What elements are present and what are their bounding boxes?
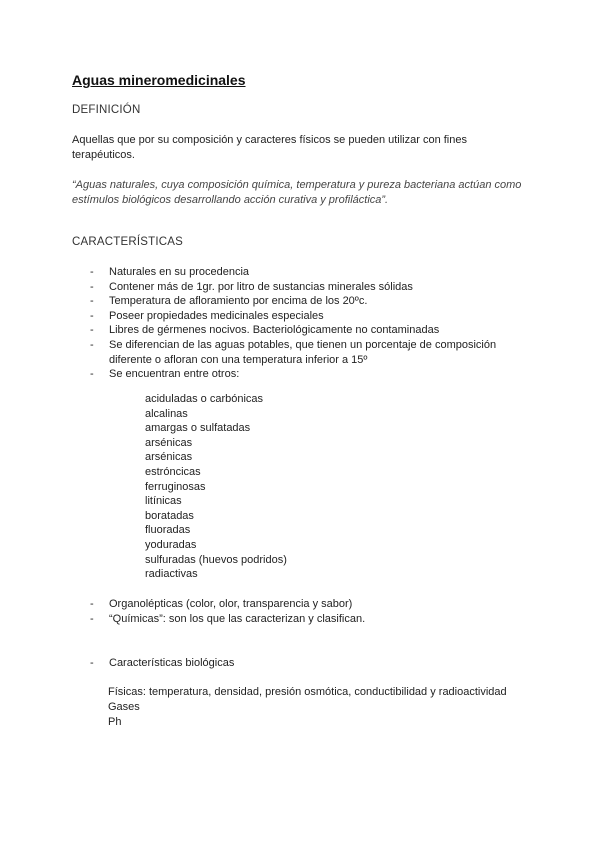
extra-block	[108, 685, 507, 729]
definicion-quote: “Aguas naturales, cuya composición química, temperatura y pureza bacteriana actúan como estímulos biológicos desarrollando acción curativa y profiláctica”.	[72, 179, 522, 206]
tipo-item: amargas o sulfatadas	[145, 422, 251, 435]
tipo-item: estróncicas	[145, 465, 201, 478]
tipo-item: yoduradas	[145, 538, 197, 551]
tipo-item: radiactivas	[145, 568, 198, 581]
caracteristicas-list-2	[90, 597, 530, 626]
tipo-item: arsénicas	[145, 436, 193, 449]
list-item	[90, 597, 530, 612]
tipo-item: ferruginosas	[145, 480, 206, 493]
definicion-heading: DEFINICIÓN	[72, 104, 141, 116]
tipo-item: arsénicas	[145, 451, 193, 464]
caracteristicas-heading: CARACTERÍSTICAS	[72, 236, 183, 248]
extra-line: Gases	[108, 700, 140, 713]
list-item	[90, 338, 530, 367]
list-item-text: Contener más de 1gr. por litro de sustancias minerales sólidas	[109, 280, 413, 293]
page-title: Aguas mineromedicinales	[72, 72, 246, 88]
list-item	[90, 323, 530, 338]
list-item-text: Temperatura de afloramiento por encima de los 20ºc.	[109, 295, 368, 308]
bullet-marker: -	[90, 338, 94, 351]
extra-line: Físicas: temperatura, densidad, presión osmótica, conductibilidad y radioactividad	[108, 686, 507, 698]
list-item	[90, 656, 530, 671]
list-item	[90, 309, 530, 324]
tipo-item: sulfuradas (huevos podridos)	[145, 553, 287, 566]
list-item-text: Características biológicas	[109, 657, 235, 669]
bullet-marker: -	[90, 612, 94, 625]
tipos-list	[145, 392, 287, 582]
list-item	[90, 367, 530, 382]
list-item-text: “Químicas”: son los que las caracterizan y clasifican.	[109, 612, 366, 625]
tipo-item: litínicas	[145, 495, 182, 508]
list-item-text: Organolépticas (color, olor, transparencia y sabor)	[109, 598, 353, 610]
caracteristicas-list	[90, 265, 530, 382]
list-item-text: Se diferencian de las aguas potables, que tienen un porcentaje de composición diferente o afloran con una temperatura inferior a 15º	[109, 338, 497, 366]
tipo-item: alcalinas	[145, 407, 188, 420]
list-item-text: Se encuentran entre otros:	[109, 368, 240, 381]
extra-line: Ph	[108, 715, 122, 728]
bullet-marker: -	[90, 598, 94, 610]
bullet-marker: -	[90, 295, 94, 308]
definicion-text: Aquellas que por su composición y caracteres físicos se pueden utilizar con fines terapéuticos.	[72, 134, 467, 161]
caracteristicas-list-3	[90, 656, 530, 671]
tipo-item: boratadas	[145, 509, 194, 522]
list-item-text: Libres de gérmenes nocivos. Bacteriológicamente no contaminadas	[109, 324, 440, 337]
bullet-marker: -	[90, 657, 94, 669]
bullet-marker: -	[90, 266, 94, 278]
tipo-item: aciduladas o carbónicas	[145, 393, 264, 405]
list-item	[90, 280, 530, 295]
list-item	[90, 294, 530, 309]
bullet-marker: -	[90, 280, 94, 293]
list-item-text: Poseer propiedades medicinales especiales	[109, 309, 324, 322]
list-item	[90, 265, 530, 280]
tipo-item: fluoradas	[145, 524, 191, 537]
list-item-text: Naturales en su procedencia	[109, 266, 250, 278]
bullet-marker: -	[90, 324, 94, 337]
list-item	[90, 612, 530, 627]
bullet-marker: -	[90, 309, 94, 322]
bullet-marker: -	[90, 368, 94, 381]
